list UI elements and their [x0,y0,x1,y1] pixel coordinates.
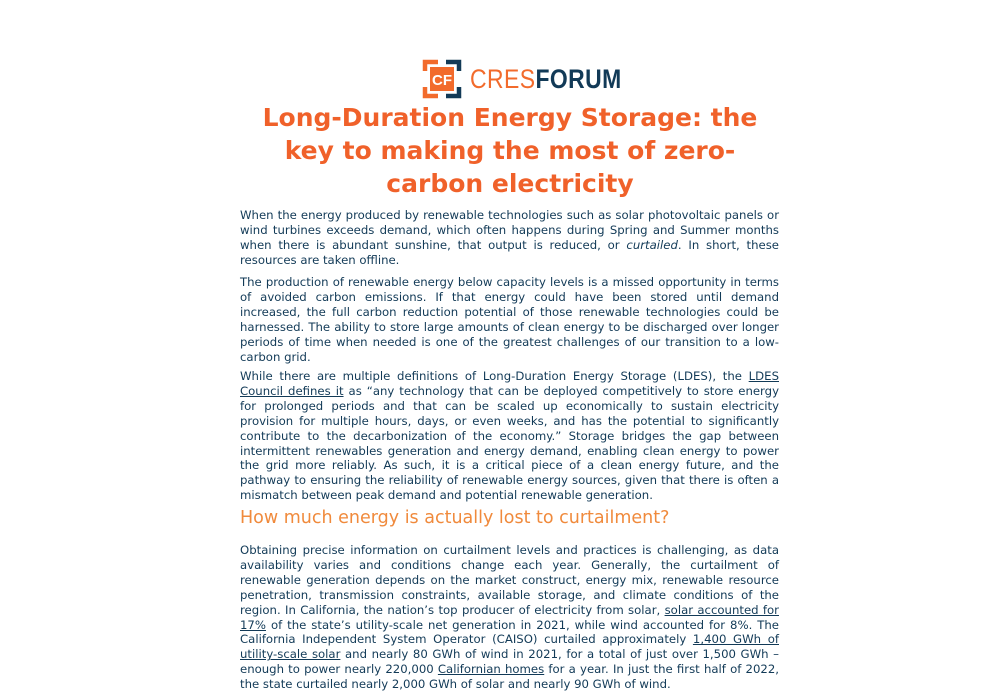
paragraph-text: . In short, these resources are taken offline. [240,237,779,267]
paragraph-text: as “any technology that can be deployed competitively to store energy for prolonged periods and that can be scaled up economically to sustain electricity provision for multiple hours, days, or even weeks, and has the potential to significantly contribute to the decarbonization of the economy.” Storage bridges the gap between intermittent renewables generation and energy demand, enabling clean energy to power the grid more reliably. As such, it is a critical piece of a clean energy future, and the pathway to ensuring the reliability of renewable energy sources, given that there is often a mismatch between peak demand and potential renewable generation. [240,383,779,503]
section-heading-curtailment: How much energy is actually lost to curtailment? [240,508,670,528]
paragraph-text: While there are multiple definitions of Long-Duration Energy Storage (LDES), the [240,369,749,383]
paragraph-text: Obtaining precise information on curtailment levels and practices is challenging, as data availability varies and conditions change each year. Generally, the curtailment of renewable generation depends on the market construct, energy mix, renewable resource penetration, transmission constraints, available storage, and climate conditions of the region. In California, the nation’s top producer of electricity from solar, [240,543,779,617]
paragraph-text: When the energy produced by renewable technologies such as solar photovoltaic panels or wind turbines exceeds demand, which often happens during Spring and Summer months when there is abundant sunshine, that output is reduced, or [240,208,779,252]
logo-word-forum: FORUM [535,63,622,94]
logo-mark-text: CF [432,72,452,89]
paragraph-curtailment-intro [240,208,779,268]
cf-logo-icon [422,59,462,99]
paragraph-missed-opportunity: The production of renewable energy below capacity levels is a missed opportunity in terms of avoided carbon emissions. If that energy could have been stored until demand increased, the full carbon reduction potential of those renewable technologies could be harnessed. The ability to store large amounts of clean energy to be discharged over longer periods of time when needed is one of the greatest challenges of our transition to a low-carbon grid. [240,275,779,364]
link-utility-scale-solar[interactable]: 1,400 GWh of utility-scale solar [240,632,779,662]
emphasis-curtailed: curtailed [626,237,678,252]
cresforum-logo [422,58,649,100]
paragraph-text: and nearly 80 GWh of wind in 2021, for a total of just over 1,500 GWh – enough to power nearly 220,000 [240,647,779,677]
paragraph-text: for a year. In just the first half of 2022, the state curtailed nearly 2,000 GWh of solar and nearly 90 GWh of wind. [240,662,779,692]
link-californian-homes[interactable]: Californian homes [437,662,545,677]
logo-word-cres: CRES [470,63,536,94]
document-title: Long-Duration Energy Storage: the key to making the most of zero-carbon electricity [262,103,758,198]
link-ldes-council[interactable]: LDES Council defines it [240,369,779,398]
paragraph-text: of the state’s utility-scale net generation in 2021, while wind accounted for 8%. The California Independent System Operator (CAISO) curtailed approximately [240,617,779,647]
paragraph-ldes-definition [240,369,779,503]
link-solar-share[interactable]: solar accounted for 17% [240,602,779,632]
paragraph-curtailment-data [240,543,779,692]
logo-wordmark [470,64,622,95]
